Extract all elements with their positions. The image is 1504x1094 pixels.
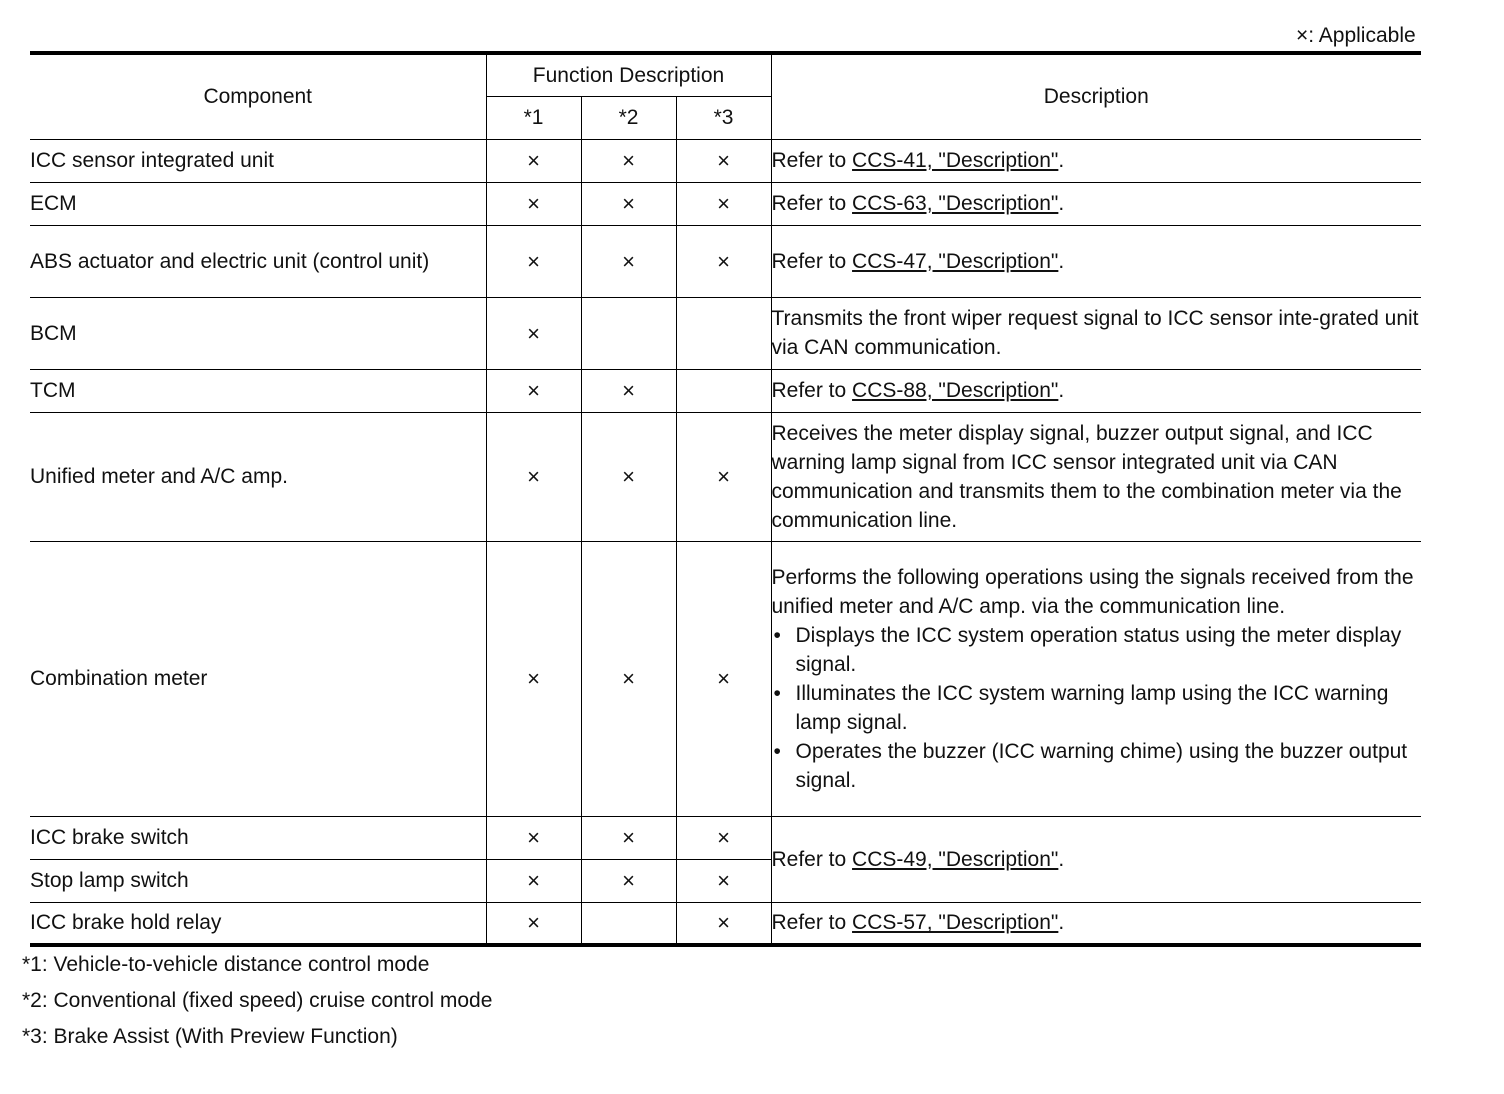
table-row (30, 139, 1421, 182)
mark-3: × (676, 541, 771, 816)
component-name: Combination meter (30, 541, 486, 816)
mark-3: × (676, 139, 771, 182)
mark-2: × (581, 816, 676, 859)
footnote-2: *2: Conventional (fixed speed) cruise control mode (22, 989, 493, 1012)
description-text: Receives the meter display signal, buzzer output signal, and ICC warning lamp signal from ICC sensor integrated unit via CAN communication and transmits them to the combination meter via the communication line. (771, 412, 1421, 541)
table-row (30, 182, 1421, 225)
footnotes (22, 950, 492, 1058)
footnote-3: *3: Brake Assist (With Preview Function) (22, 1025, 398, 1048)
mark-1: × (486, 902, 581, 945)
mark-2: × (581, 225, 676, 297)
table-row (30, 297, 1421, 369)
refer-to-text: Refer to (771, 192, 853, 215)
component-name: ICC brake switch (30, 816, 486, 859)
mark-1: × (486, 182, 581, 225)
legend: ×: Applicable (1296, 24, 1416, 47)
period: . (1058, 192, 1065, 215)
mark-1: × (486, 225, 581, 297)
mark-1: × (486, 412, 581, 541)
mark-1: × (486, 297, 581, 369)
header-function-description: Function Description (486, 53, 771, 96)
refer-to-text: Refer to (771, 149, 853, 172)
mark-1: × (486, 139, 581, 182)
header-col-1: *1 (486, 96, 581, 139)
mark-2: × (581, 859, 676, 902)
period: . (1058, 249, 1065, 273)
component-name: Stop lamp switch (30, 859, 486, 902)
period: . (1058, 379, 1065, 402)
description-text: Performs the following operations using the signals received from the unified meter and A/C amp. via the communication line. (771, 565, 1414, 618)
header-col-2: *2 (581, 96, 676, 139)
list-item: • Displays the ICC system operation status using the meter display signal. (772, 621, 1422, 679)
mark-3 (676, 297, 771, 369)
table-row (30, 369, 1421, 412)
mark-3: × (676, 225, 771, 297)
description-text: Transmits the front wiper request signal to ICC sensor inte-grated unit via CAN communication. (771, 297, 1421, 369)
description-cell (771, 816, 1421, 902)
reference-link[interactable]: CCS-57, "Description" (852, 911, 1059, 935)
description-cell (771, 902, 1421, 945)
header-component: Component (30, 53, 486, 139)
refer-to-text: Refer to (771, 249, 853, 273)
mark-2: × (581, 139, 676, 182)
mark-3: × (676, 412, 771, 541)
mark-1: × (486, 541, 581, 816)
reference-link[interactable]: CCS-41, "Description" (852, 149, 1059, 172)
description-cell (771, 369, 1421, 412)
table-row (30, 225, 1421, 297)
description-cell (771, 139, 1421, 182)
reference-link[interactable]: CCS-49, "Description" (852, 847, 1059, 871)
refer-to-text: Refer to (771, 911, 853, 935)
refer-to-text: Refer to (771, 847, 853, 871)
mark-3: × (676, 816, 771, 859)
period: . (1058, 149, 1065, 172)
header-description: Description (771, 53, 1421, 139)
mark-2 (581, 297, 676, 369)
mark-1: × (486, 369, 581, 412)
period: . (1058, 911, 1065, 935)
mark-2: × (581, 541, 676, 816)
description-cell (771, 182, 1421, 225)
refer-to-text: Refer to (771, 379, 853, 402)
mark-3: × (676, 859, 771, 902)
component-name: ECM (30, 182, 486, 225)
component-name: ABS actuator and electric unit (control unit) (30, 225, 486, 297)
component-name: TCM (30, 369, 486, 412)
list-item: • Illuminates the ICC system warning lamp using the ICC warning lamp signal. (772, 679, 1422, 737)
component-name: ICC sensor integrated unit (30, 139, 486, 182)
period: . (1058, 847, 1065, 871)
mark-3: × (676, 902, 771, 945)
description-cell (771, 541, 1421, 816)
mark-1: × (486, 859, 581, 902)
mark-3: × (676, 182, 771, 225)
component-table (30, 51, 1421, 947)
reference-link[interactable]: CCS-63, "Description" (852, 192, 1059, 215)
header-col-3: *3 (676, 96, 771, 139)
list-item: • Operates the buzzer (ICC warning chime) using the buzzer output signal. (772, 737, 1422, 795)
footnote-1: *1: Vehicle-to-vehicle distance control mode (22, 953, 430, 976)
component-name: ICC brake hold relay (30, 902, 486, 945)
mark-2: × (581, 412, 676, 541)
reference-link[interactable]: CCS-88, "Description" (852, 379, 1059, 402)
table-row (30, 902, 1421, 945)
operation-list (772, 621, 1422, 795)
mark-2: × (581, 182, 676, 225)
mark-2 (581, 902, 676, 945)
table-row (30, 412, 1421, 541)
component-name: Unified meter and A/C amp. (30, 412, 486, 541)
table-row (30, 816, 1421, 859)
component-name: BCM (30, 297, 486, 369)
mark-3 (676, 369, 771, 412)
mark-2: × (581, 369, 676, 412)
mark-1: × (486, 816, 581, 859)
reference-link[interactable]: CCS-47, "Description" (852, 249, 1059, 273)
description-cell (771, 225, 1421, 297)
table-row (30, 541, 1421, 816)
